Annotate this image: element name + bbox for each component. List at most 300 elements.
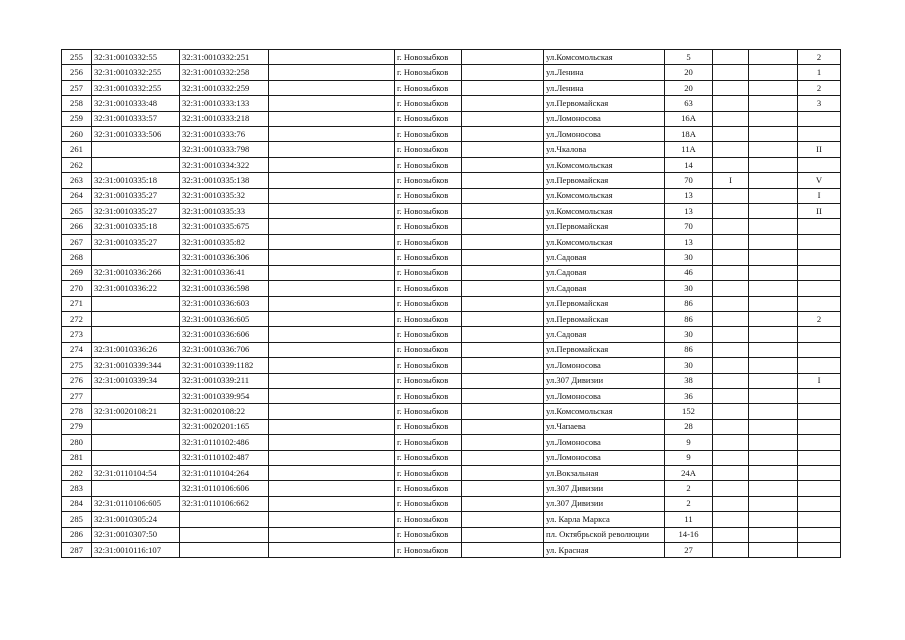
table-row (62, 250, 841, 265)
extra-col-1-cell (713, 65, 749, 80)
apartment-cell (798, 327, 841, 342)
table-row (62, 388, 841, 403)
row-number-cell: 260 (62, 127, 92, 142)
street-cell: ул.Ломоносова (544, 127, 665, 142)
row-number-cell: 280 (62, 435, 92, 450)
apartment-cell (798, 435, 841, 450)
extra-col-2-cell (749, 481, 798, 496)
city-cell: г. Новозыбков (395, 281, 462, 296)
blank-col-cell (269, 250, 395, 265)
cadastral-number-land-cell: 32:31:0010333:506 (92, 127, 180, 142)
cadastral-number-land-cell: 32:31:0010336:26 (92, 342, 180, 357)
extra-col-2-cell (749, 281, 798, 296)
blank-col-2-cell (462, 173, 544, 188)
house-number-cell: 9 (665, 435, 713, 450)
extra-col-1-cell (713, 127, 749, 142)
house-number-cell: 30 (665, 250, 713, 265)
cadastral-number-land-cell (92, 142, 180, 157)
street-cell: ул.307 Дивизии (544, 373, 665, 388)
street-cell: ул.Садовая (544, 250, 665, 265)
blank-col-2-cell (462, 543, 544, 558)
street-cell: ул.Комсомольская (544, 404, 665, 419)
apartment-cell: II (798, 142, 841, 157)
table-row (62, 50, 841, 65)
blank-col-2-cell (462, 250, 544, 265)
table-row (62, 327, 841, 342)
row-number-cell: 259 (62, 111, 92, 126)
city-cell: г. Новозыбков (395, 142, 462, 157)
street-cell: ул.Ломоносова (544, 358, 665, 373)
blank-col-2-cell (462, 142, 544, 157)
cadastral-number-building-cell: 32:31:0010339:954 (180, 388, 269, 403)
house-number-cell: 86 (665, 311, 713, 326)
row-number-cell: 262 (62, 157, 92, 172)
house-number-cell: 86 (665, 342, 713, 357)
cadastral-number-building-cell (180, 527, 269, 542)
table-row (62, 96, 841, 111)
blank-col-2-cell (462, 419, 544, 434)
blank-col-2-cell (462, 404, 544, 419)
row-number-cell: 284 (62, 496, 92, 511)
cadastral-number-building-cell: 32:31:0110106:606 (180, 481, 269, 496)
extra-col-1-cell (713, 435, 749, 450)
extra-col-2-cell (749, 388, 798, 403)
blank-col-cell (269, 358, 395, 373)
city-cell: г. Новозыбков (395, 342, 462, 357)
blank-col-cell (269, 65, 395, 80)
blank-col-cell (269, 419, 395, 434)
cadastral-number-building-cell: 32:31:0110104:264 (180, 465, 269, 480)
blank-col-cell (269, 142, 395, 157)
blank-col-cell (269, 404, 395, 419)
extra-col-1-cell (713, 512, 749, 527)
apartment-cell (798, 388, 841, 403)
blank-col-cell (269, 219, 395, 234)
city-cell: г. Новозыбков (395, 188, 462, 203)
extra-col-2-cell (749, 219, 798, 234)
blank-col-2-cell (462, 465, 544, 480)
table-row (62, 311, 841, 326)
blank-col-2-cell (462, 388, 544, 403)
extra-col-1-cell (713, 234, 749, 249)
cadastral-number-land-cell: 32:31:0010335:27 (92, 204, 180, 219)
blank-col-2-cell (462, 496, 544, 511)
table-row (62, 419, 841, 434)
cadastral-number-land-cell (92, 435, 180, 450)
cadastral-number-building-cell: 32:31:0010335:32 (180, 188, 269, 203)
extra-col-1-cell (713, 527, 749, 542)
city-cell: г. Новозыбков (395, 450, 462, 465)
row-number-cell: 265 (62, 204, 92, 219)
blank-col-2-cell (462, 96, 544, 111)
apartment-cell: V (798, 173, 841, 188)
city-cell: г. Новозыбков (395, 527, 462, 542)
house-number-cell: 11А (665, 142, 713, 157)
city-cell: г. Новозыбков (395, 50, 462, 65)
row-number-cell: 285 (62, 512, 92, 527)
apartment-cell (798, 543, 841, 558)
extra-col-1-cell (713, 219, 749, 234)
extra-col-2-cell (749, 373, 798, 388)
city-cell: г. Новозыбков (395, 96, 462, 111)
table-row (62, 65, 841, 80)
extra-col-1-cell (713, 296, 749, 311)
street-cell: ул.Комсомольская (544, 188, 665, 203)
cadastral-number-land-cell (92, 388, 180, 403)
row-number-cell: 281 (62, 450, 92, 465)
extra-col-1-cell (713, 543, 749, 558)
extra-col-1-cell (713, 111, 749, 126)
city-cell: г. Новозыбков (395, 512, 462, 527)
street-cell: ул.Комсомольская (544, 234, 665, 249)
row-number-cell: 279 (62, 419, 92, 434)
cadastral-number-building-cell: 32:31:0010334:322 (180, 157, 269, 172)
cadastral-number-building-cell: 32:31:0010336:606 (180, 327, 269, 342)
table-row (62, 188, 841, 203)
cadastral-number-building-cell: 32:31:0110102:486 (180, 435, 269, 450)
table-row (62, 543, 841, 558)
cadastral-number-building-cell: 32:31:0110106:662 (180, 496, 269, 511)
cadastral-number-land-cell: 32:31:0010307:50 (92, 527, 180, 542)
table-row (62, 80, 841, 95)
cadastral-number-land-cell: 32:31:0010336:266 (92, 265, 180, 280)
apartment-cell: I (798, 373, 841, 388)
extra-col-2-cell (749, 296, 798, 311)
blank-col-cell (269, 265, 395, 280)
street-cell: ул.Первомайская (544, 342, 665, 357)
city-cell: г. Новозыбков (395, 265, 462, 280)
row-number-cell: 275 (62, 358, 92, 373)
row-number-cell: 261 (62, 142, 92, 157)
street-cell: ул. Карла Маркса (544, 512, 665, 527)
extra-col-1-cell (713, 188, 749, 203)
cadastral-number-building-cell: 32:31:0110102:487 (180, 450, 269, 465)
street-cell: ул.Чкалова (544, 142, 665, 157)
blank-col-2-cell (462, 296, 544, 311)
extra-col-2-cell (749, 127, 798, 142)
table-row (62, 296, 841, 311)
extra-col-1-cell (713, 250, 749, 265)
extra-col-2-cell (749, 204, 798, 219)
row-number-cell: 282 (62, 465, 92, 480)
apartment-cell (798, 404, 841, 419)
cadastral-number-building-cell: 32:31:0010335:675 (180, 219, 269, 234)
blank-col-2-cell (462, 204, 544, 219)
cadastral-number-building-cell: 32:31:0010335:82 (180, 234, 269, 249)
cadastral-number-land-cell: 32:31:0010305:24 (92, 512, 180, 527)
blank-col-cell (269, 296, 395, 311)
apartment-cell (798, 419, 841, 434)
extra-col-2-cell (749, 65, 798, 80)
apartment-cell: 2 (798, 311, 841, 326)
city-cell: г. Новозыбков (395, 543, 462, 558)
blank-col-cell (269, 50, 395, 65)
city-cell: г. Новозыбков (395, 65, 462, 80)
extra-col-2-cell (749, 311, 798, 326)
cadastral-number-land-cell (92, 419, 180, 434)
house-number-cell: 36 (665, 388, 713, 403)
house-number-cell: 70 (665, 219, 713, 234)
table-row (62, 527, 841, 542)
extra-col-1-cell (713, 142, 749, 157)
row-number-cell: 287 (62, 543, 92, 558)
apartment-cell: I (798, 188, 841, 203)
cadastral-number-land-cell (92, 296, 180, 311)
apartment-cell (798, 250, 841, 265)
table-row (62, 342, 841, 357)
street-cell: ул.Первомайская (544, 311, 665, 326)
city-cell: г. Новозыбков (395, 250, 462, 265)
extra-col-1-cell (713, 96, 749, 111)
extra-col-1-cell (713, 157, 749, 172)
extra-col-2-cell (749, 527, 798, 542)
apartment-cell (798, 342, 841, 357)
apartment-cell: 2 (798, 50, 841, 65)
city-cell: г. Новозыбков (395, 234, 462, 249)
cadastral-number-building-cell: 32:31:0020201:165 (180, 419, 269, 434)
row-number-cell: 273 (62, 327, 92, 342)
extra-col-1-cell (713, 311, 749, 326)
cadastral-number-building-cell: 32:31:0010333:218 (180, 111, 269, 126)
row-number-cell: 258 (62, 96, 92, 111)
extra-col-1-cell (713, 450, 749, 465)
table-row (62, 512, 841, 527)
house-number-cell: 86 (665, 296, 713, 311)
table-row (62, 219, 841, 234)
blank-col-2-cell (462, 127, 544, 142)
apartment-cell (798, 527, 841, 542)
row-number-cell: 286 (62, 527, 92, 542)
extra-col-1-cell (713, 481, 749, 496)
extra-col-2-cell (749, 496, 798, 511)
extra-col-1-cell (713, 358, 749, 373)
house-number-cell: 13 (665, 188, 713, 203)
apartment-cell (798, 512, 841, 527)
house-number-cell: 2 (665, 496, 713, 511)
city-cell: г. Новозыбков (395, 419, 462, 434)
cadastral-number-land-cell: 32:31:0110104:54 (92, 465, 180, 480)
extra-col-2-cell (749, 142, 798, 157)
apartment-cell (798, 496, 841, 511)
apartment-cell: II (798, 204, 841, 219)
apartment-cell: 3 (798, 96, 841, 111)
house-number-cell: 28 (665, 419, 713, 434)
blank-col-2-cell (462, 157, 544, 172)
row-number-cell: 263 (62, 173, 92, 188)
table-body (62, 50, 841, 558)
city-cell: г. Новозыбков (395, 296, 462, 311)
blank-col-2-cell (462, 358, 544, 373)
row-number-cell: 269 (62, 265, 92, 280)
extra-col-1-cell (713, 388, 749, 403)
cadastral-number-land-cell: 32:31:0010335:18 (92, 173, 180, 188)
street-cell: ул. Красная (544, 543, 665, 558)
row-number-cell: 266 (62, 219, 92, 234)
house-number-cell: 27 (665, 543, 713, 558)
house-number-cell: 18А (665, 127, 713, 142)
extra-col-2-cell (749, 327, 798, 342)
row-number-cell: 271 (62, 296, 92, 311)
extra-col-1-cell: I (713, 173, 749, 188)
city-cell: г. Новозыбков (395, 373, 462, 388)
row-number-cell: 267 (62, 234, 92, 249)
street-cell: ул.Первомайская (544, 173, 665, 188)
row-number-cell: 257 (62, 80, 92, 95)
blank-col-2-cell (462, 265, 544, 280)
extra-col-1-cell (713, 342, 749, 357)
extra-col-2-cell (749, 250, 798, 265)
row-number-cell: 255 (62, 50, 92, 65)
table-row (62, 373, 841, 388)
extra-col-2-cell (749, 450, 798, 465)
table-row (62, 111, 841, 126)
house-number-cell: 11 (665, 512, 713, 527)
apartment-cell (798, 465, 841, 480)
cadastral-number-building-cell: 32:31:0010332:251 (180, 50, 269, 65)
cadastral-number-building-cell: 32:31:0010339:211 (180, 373, 269, 388)
blank-col-2-cell (462, 281, 544, 296)
cadastral-number-building-cell (180, 543, 269, 558)
street-cell: ул.Ломоносова (544, 111, 665, 126)
house-number-cell: 30 (665, 358, 713, 373)
blank-col-cell (269, 157, 395, 172)
city-cell: г. Новозыбков (395, 404, 462, 419)
street-cell: ул.Первомайская (544, 96, 665, 111)
cadastral-number-building-cell: 32:31:0010333:76 (180, 127, 269, 142)
extra-col-1-cell (713, 50, 749, 65)
blank-col-cell (269, 204, 395, 219)
row-number-cell: 283 (62, 481, 92, 496)
street-cell: ул.Комсомольская (544, 204, 665, 219)
table-row (62, 204, 841, 219)
blank-col-2-cell (462, 219, 544, 234)
apartment-cell (798, 219, 841, 234)
house-number-cell: 13 (665, 234, 713, 249)
city-cell: г. Новозыбков (395, 388, 462, 403)
cadastral-number-land-cell: 32:31:0010335:18 (92, 219, 180, 234)
city-cell: г. Новозыбков (395, 111, 462, 126)
extra-col-2-cell (749, 50, 798, 65)
row-number-cell: 276 (62, 373, 92, 388)
cadastral-number-building-cell: 32:31:0010336:706 (180, 342, 269, 357)
row-number-cell: 277 (62, 388, 92, 403)
cadastral-number-land-cell: 32:31:0010335:27 (92, 188, 180, 203)
street-cell: ул.Садовая (544, 281, 665, 296)
extra-col-2-cell (749, 80, 798, 95)
extra-col-1-cell (713, 373, 749, 388)
row-number-cell: 274 (62, 342, 92, 357)
cadastral-number-building-cell: 32:31:0010336:306 (180, 250, 269, 265)
extra-col-1-cell (713, 327, 749, 342)
house-number-cell: 9 (665, 450, 713, 465)
cadastral-number-land-cell: 32:31:0010335:27 (92, 234, 180, 249)
blank-col-cell (269, 342, 395, 357)
blank-col-2-cell (462, 80, 544, 95)
street-cell: ул.Комсомольская (544, 50, 665, 65)
city-cell: г. Новозыбков (395, 496, 462, 511)
cadastral-number-land-cell (92, 250, 180, 265)
cadastral-number-land-cell: 32:31:0010336:22 (92, 281, 180, 296)
street-cell: пл. Октябрьской революции (544, 527, 665, 542)
blank-col-cell (269, 234, 395, 249)
extra-col-1-cell (713, 265, 749, 280)
extra-col-2-cell (749, 234, 798, 249)
house-number-cell: 70 (665, 173, 713, 188)
house-number-cell: 38 (665, 373, 713, 388)
blank-col-cell (269, 281, 395, 296)
house-number-cell: 14-16 (665, 527, 713, 542)
row-number-cell: 270 (62, 281, 92, 296)
cadastral-number-building-cell: 32:31:0010332:258 (180, 65, 269, 80)
cadastral-number-land-cell: 32:31:0010339:34 (92, 373, 180, 388)
apartment-cell: 2 (798, 80, 841, 95)
extra-col-1-cell (713, 419, 749, 434)
blank-col-2-cell (462, 512, 544, 527)
blank-col-2-cell (462, 527, 544, 542)
house-number-cell: 46 (665, 265, 713, 280)
street-cell: ул.307 Дивизии (544, 481, 665, 496)
blank-col-2-cell (462, 111, 544, 126)
street-cell: ул.Ленина (544, 80, 665, 95)
blank-col-2-cell (462, 373, 544, 388)
city-cell: г. Новозыбков (395, 435, 462, 450)
row-number-cell: 256 (62, 65, 92, 80)
extra-col-2-cell (749, 419, 798, 434)
street-cell: ул.Ленина (544, 65, 665, 80)
extra-col-2-cell (749, 512, 798, 527)
house-number-cell: 30 (665, 281, 713, 296)
cadastral-number-land-cell: 32:31:0010116:107 (92, 543, 180, 558)
apartment-cell (798, 450, 841, 465)
apartment-cell (798, 127, 841, 142)
row-number-cell: 278 (62, 404, 92, 419)
table-row (62, 142, 841, 157)
blank-col-2-cell (462, 481, 544, 496)
table-row (62, 358, 841, 373)
cadastral-number-building-cell: 32:31:0010333:133 (180, 96, 269, 111)
cadastral-number-building-cell: 32:31:0010335:33 (180, 204, 269, 219)
extra-col-2-cell (749, 342, 798, 357)
street-cell: ул.Ломоносова (544, 435, 665, 450)
cadastral-number-land-cell: 32:31:0010332:255 (92, 65, 180, 80)
blank-col-cell (269, 188, 395, 203)
blank-col-cell (269, 543, 395, 558)
city-cell: г. Новозыбков (395, 157, 462, 172)
extra-col-2-cell (749, 358, 798, 373)
apartment-cell (798, 358, 841, 373)
table-row (62, 450, 841, 465)
city-cell: г. Новозыбков (395, 219, 462, 234)
city-cell: г. Новозыбков (395, 358, 462, 373)
extra-col-1-cell (713, 404, 749, 419)
blank-col-cell (269, 481, 395, 496)
apartment-cell: 1 (798, 65, 841, 80)
apartment-cell (798, 481, 841, 496)
extra-col-1-cell (713, 281, 749, 296)
cadastral-number-land-cell: 32:31:0010333:48 (92, 96, 180, 111)
street-cell: ул.Садовая (544, 327, 665, 342)
apartment-cell (798, 157, 841, 172)
cadastral-number-land-cell (92, 481, 180, 496)
extra-col-2-cell (749, 188, 798, 203)
cadastral-number-land-cell (92, 327, 180, 342)
extra-col-2-cell (749, 435, 798, 450)
row-number-cell: 264 (62, 188, 92, 203)
cadastral-number-building-cell: 32:31:0010335:138 (180, 173, 269, 188)
city-cell: г. Новозыбков (395, 311, 462, 326)
blank-col-cell (269, 96, 395, 111)
table-row (62, 481, 841, 496)
